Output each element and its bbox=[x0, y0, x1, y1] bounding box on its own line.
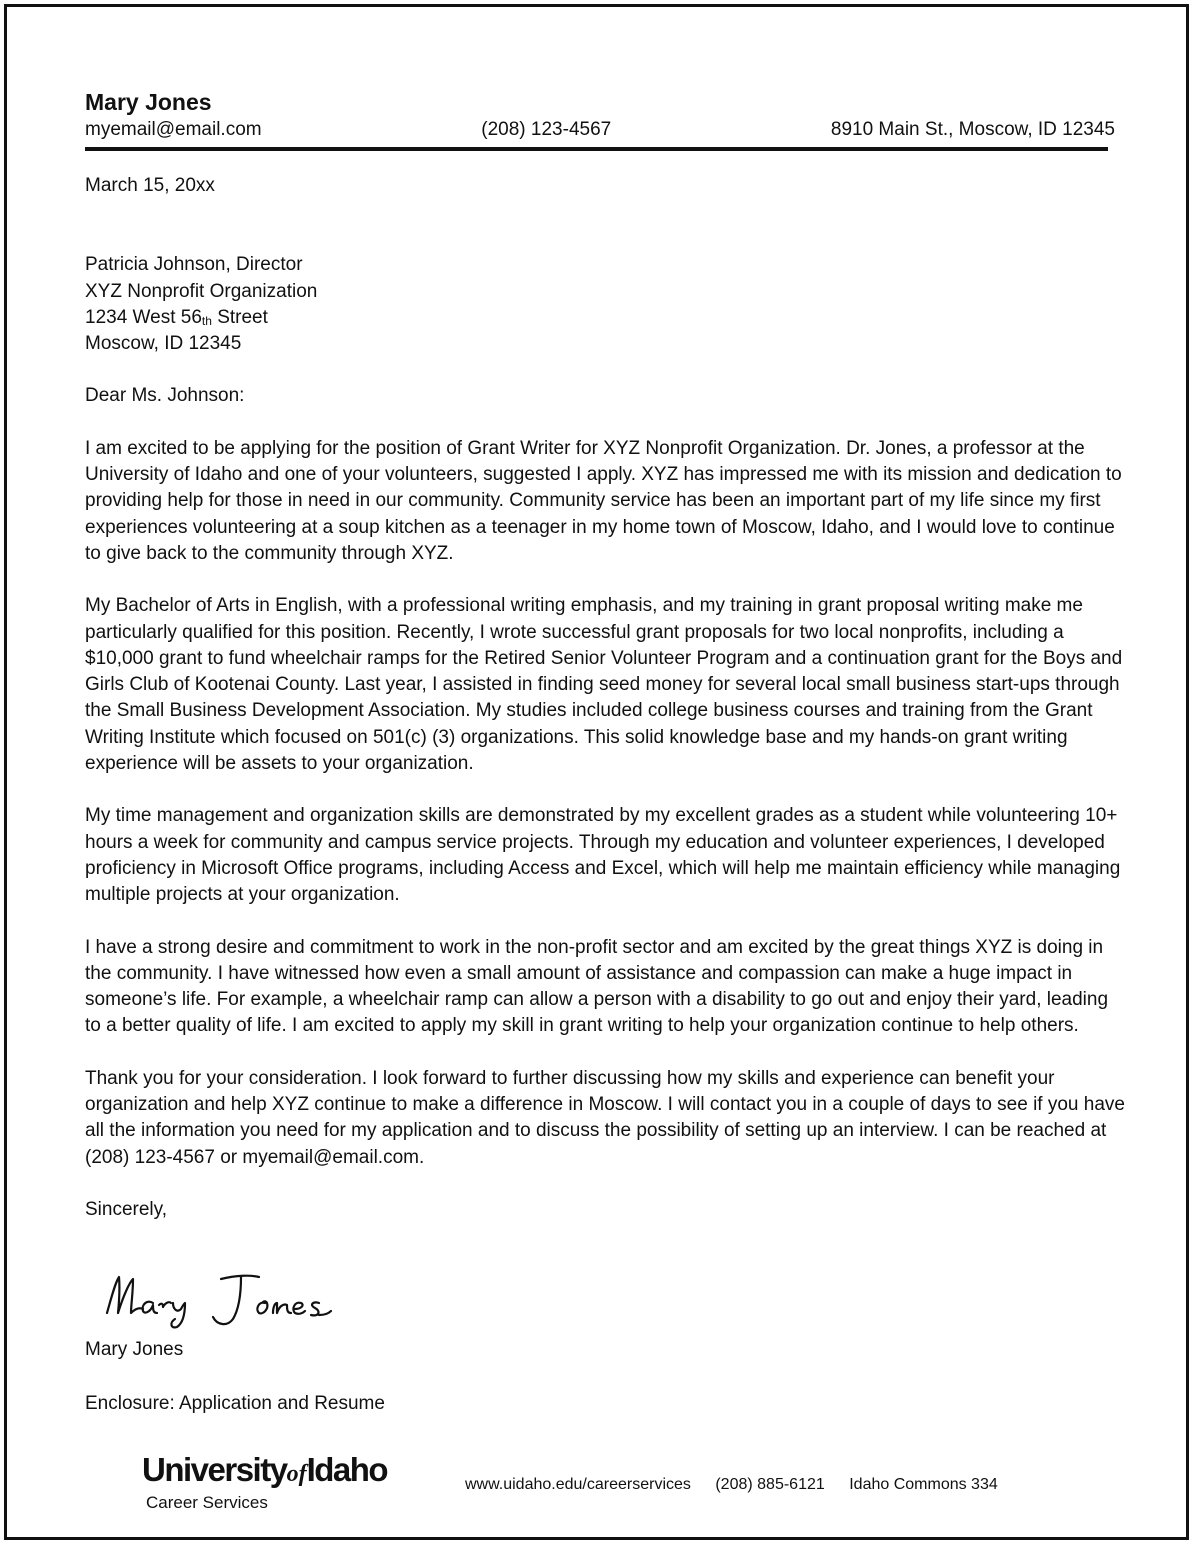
header-divider bbox=[85, 147, 1108, 151]
letter-content bbox=[85, 87, 1125, 1223]
salutation: Dear Ms. Johnson: bbox=[85, 385, 245, 407]
logo-wordmark bbox=[142, 1452, 387, 1492]
body-paragraph-3: My time management and organization skills are demonstrated by my excellent grades as a student while volunteering 10+ hours a week for community and campus service projects. Through my education and volunteer experiences, I developed proficiency in Microsoft Office programs, including Access and Excel, which will help me maintain efficiency while managing multiple projects at your organization. bbox=[85, 805, 1121, 906]
recipient-line-2: XYZ Nonprofit Organization bbox=[85, 280, 318, 302]
signed-name: Mary Jones bbox=[85, 1339, 184, 1360]
recipient-line-3 bbox=[85, 305, 1125, 331]
footer-contact bbox=[465, 1474, 1018, 1496]
body-paragraph-4: I have a strong desire and commitment to work in the non-profit sector and am excited by the great things XYZ is doing in the community. I have witnessed how even a small amount of assistance and compassion can make a huge impact in someone’s life. For example, a wheelchair ramp can allow a person with a disability to go out and enjoy their yard, leading to a better quality of life. I am excited to apply my skill in grant writing to help your organization continue to help others. bbox=[85, 936, 1109, 1037]
letter-page bbox=[4, 4, 1189, 1540]
logo-idaho: Idaho bbox=[306, 1451, 388, 1488]
university-logo bbox=[142, 1452, 387, 1514]
recipient-block bbox=[85, 252, 1125, 357]
body-paragraph-1: I am excited to be applying for the position of Grant Writer for XYZ Nonprofit Organization. Dr. Jones, a professor at the University of Idaho and one of your volunteers, suggested I apply. XYZ has impressed me with its mission and dedication to providing help for those in need in our community. Community service has been an important part of my life since my first experiences volunteering at a soup kitchen as a teenager in my home town of Moscow, Idaho, and I would love to continue to give back to the community through XYZ. bbox=[85, 437, 1122, 564]
contact-row bbox=[85, 117, 1115, 143]
sender-address: 8910 Main St., Moscow, ID 12345 bbox=[830, 119, 1115, 140]
closing: Sincerely, bbox=[85, 1198, 168, 1220]
sender-phone: (208) 123-4567 bbox=[481, 119, 612, 140]
street-number: 1234 West 56 bbox=[85, 306, 202, 328]
logo-career-services: Career Services bbox=[146, 1493, 268, 1512]
logo-of: of bbox=[286, 1461, 307, 1487]
handwritten-signature bbox=[101, 1269, 341, 1331]
enclosure-note: Enclosure: Application and Resume bbox=[85, 1393, 385, 1414]
street-ordinal: th bbox=[201, 313, 212, 328]
letter-date: March 15, 20xx bbox=[85, 175, 215, 196]
footer-location: Idaho Commons 334 bbox=[849, 1476, 998, 1493]
recipient-line-1: Patricia Johnson, Director bbox=[85, 254, 303, 276]
footer-website: www.uidaho.edu/careerservices bbox=[465, 1476, 691, 1493]
footer-phone: (208) 885-6121 bbox=[715, 1476, 825, 1493]
body-paragraph-5: Thank you for your consideration. I look forward to further discussing how my skills and experience can benefit your organization and help XYZ continue to make a difference in Moscow. I will contact you in a couple of days to see if you have all the information you need for my application and to discuss the possibility of setting up an interview. I can be reached at (208) 123-4567 or myemail@email.com. bbox=[85, 1067, 1125, 1168]
body-paragraph-2: My Bachelor of Arts in English, with a professional writing emphasis, and my training in grant proposal writing make me particularly qualified for this position. Recently, I wrote successful grant proposals for two local nonprofits, including a $10,000 grant to fund wheelchair ramps for the Retired Senior Volunteer Program and a continuation grant for the Boys and Girls Club of Kootenai County. Last year, I assisted in finding seed money for several local small business start-ups through the Small Business Development Association. My studies included college business courses and training from the Grant Writing Institute which focused on 501(c) (3) organizations. This solid knowledge base and my hands-on grant writing experience will be assets to your organization. bbox=[85, 595, 1123, 775]
sender-name: Mary Jones bbox=[85, 89, 212, 115]
street-suffix: Street bbox=[211, 306, 268, 328]
logo-university: University bbox=[142, 1451, 287, 1488]
recipient-line-4: Moscow, ID 12345 bbox=[85, 333, 242, 355]
sender-email: myemail@email.com bbox=[85, 119, 262, 140]
